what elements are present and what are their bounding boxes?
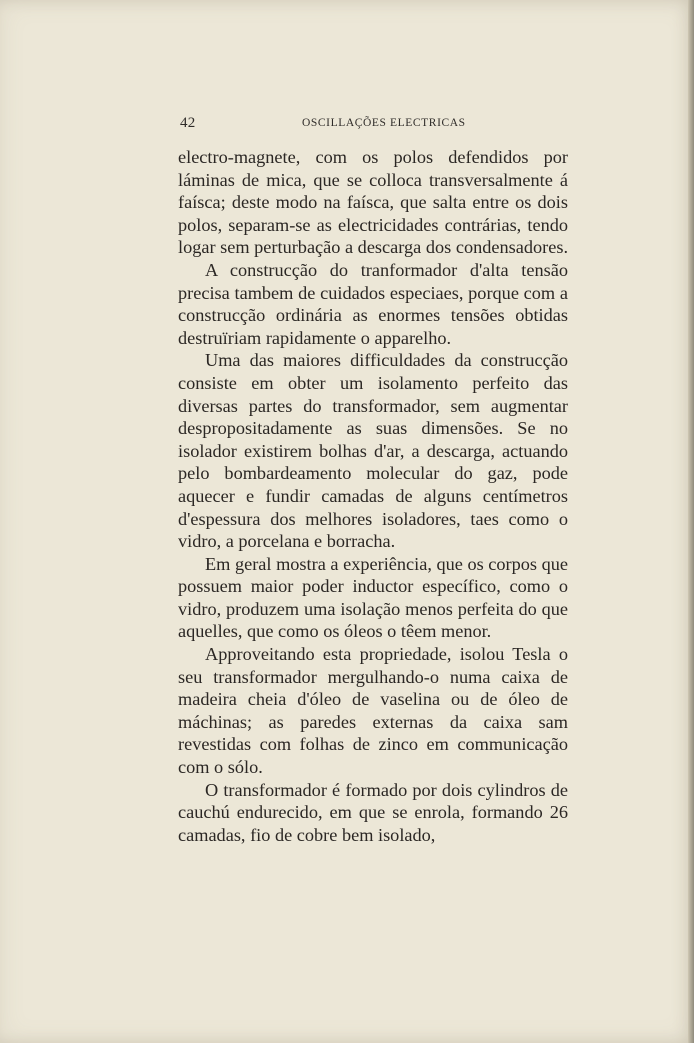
paragraph: A construcção do tranformador d'alta tensão precisa tambem de cuidados especiaes, porque com a construcção ordinária as enormes tensões obtidas destruïriam rapidamente o apparelho. — [178, 259, 568, 348]
paragraph: Approveitando esta propriedade, isolou Tesla o seu transformador mergulhando-o numa caixa de madeira cheia d'óleo de vaselina ou de óleo de máchinas; as paredes externas da caixa sam revestidas com folhas de zinco em communicação com o sólo. — [178, 644, 568, 778]
paragraph: Uma das maiores difficuldades da construcção consiste em obter um isolamento perfeito das diversas partes do transformador, sem augmentar despropositadamente as suas dimensões. Se no isolador existirem bolhas d'ar, a descarga, actuando pelo bombardeamento molecular do gaz, pode aquecer e fundir camadas de alguns centímetros d'espessura dos melhores isoladores, taes como o vidro, a porcelana e borracha. — [178, 350, 568, 552]
paragraph: electro-magnete, com os polos defendidos por láminas de mica, que se colloca transversalmente á faísca; deste modo na faísca, que salta entre os dois polos, separam-se as electricidades contrárias, tendo logar sem perturbação a descarga dos condensadores. — [178, 147, 569, 258]
body-text — [178, 146, 568, 846]
page-edge — [688, 0, 694, 1043]
running-title: OSCILLAÇÕES ELECTRICAS — [302, 117, 466, 129]
running-head — [180, 115, 570, 135]
paragraph: O transformador é formado por dois cylindros de cauchú endurecido, em que se enrola, formando 26 camadas, fio de cobre bem isolado, — [178, 779, 568, 845]
paragraph: Em geral mostra a experiência, que os corpos que possuem maior poder inductor específico, como o vidro, produzem uma isolação menos perfeita do que aquelles, que como os óleos o têem menor. — [178, 553, 568, 642]
page-number: 42 — [180, 115, 196, 131]
